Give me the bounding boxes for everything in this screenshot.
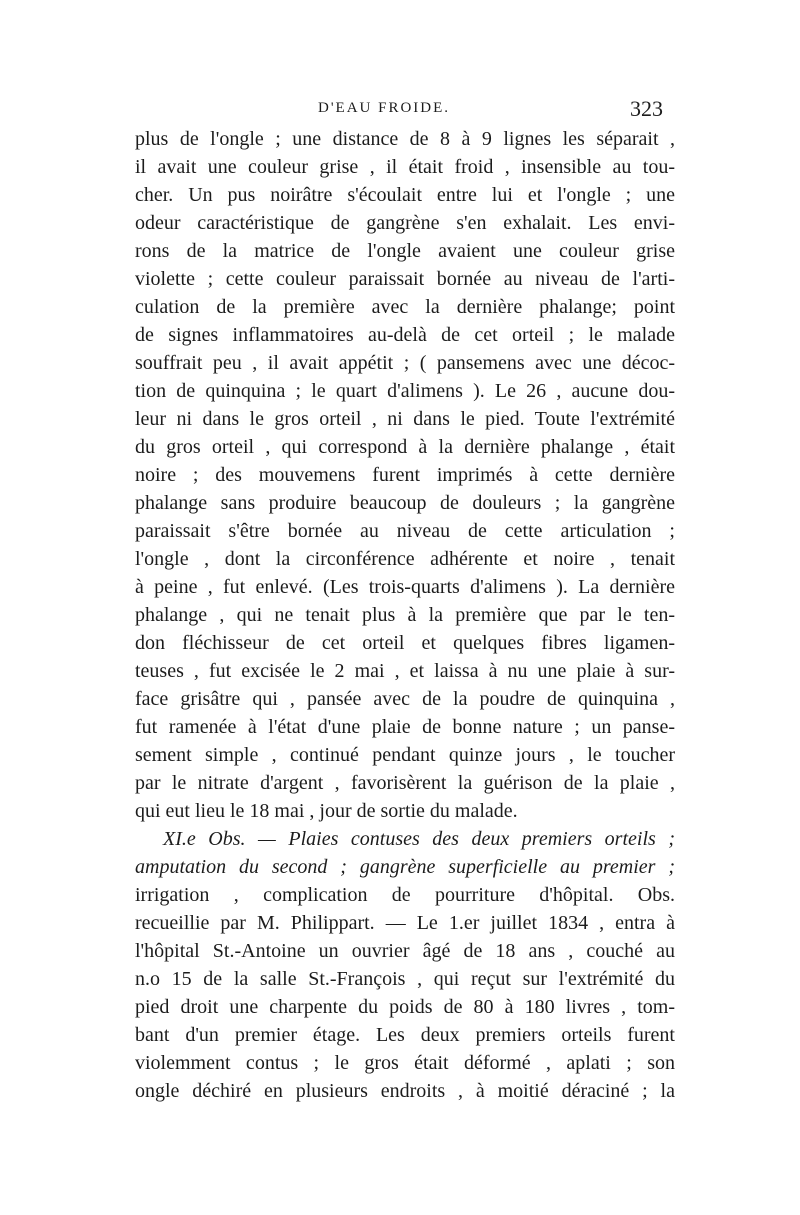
text-line: phalange sans produire beaucoup de douleurs ; la gangrène: [135, 492, 675, 514]
text-line: don fléchisseur de cet orteil et quelques fibres ligamen-: [135, 632, 675, 654]
text-line: face grisâtre qui , pansée avec de la poudre de quinquina ,: [135, 688, 675, 710]
text-line: teuses , fut excisée le 2 mai , et laissa à nu une plaie à sur-: [135, 660, 675, 682]
text-line: pied droit une charpente du poids de 80 à 180 livres , tom-: [135, 996, 675, 1018]
text-line: bant d'un premier étage. Les deux premiers orteils furent: [135, 1024, 675, 1046]
text-line: sement simple , continué pendant quinze jours , le toucher: [135, 744, 675, 766]
text-line: irrigation , complication de pourriture d'hôpital. Obs.: [135, 884, 675, 906]
text-line: plus de l'ongle ; une distance de 8 à 9 lignes les séparait ,: [135, 128, 675, 150]
text-line: rons de la matrice de l'ongle avaient une couleur grise: [135, 240, 675, 262]
text-line: l'hôpital St.-Antoine un ouvrier âgé de 18 ans , couché au: [135, 940, 675, 962]
text-line: il avait une couleur grise , il était froid , insensible au tou-: [135, 156, 675, 178]
text-line: du gros orteil , qui correspond à la dernière phalange , était: [135, 436, 675, 458]
text-line: violette ; cette couleur paraissait bornée au niveau de l'arti-: [135, 268, 675, 290]
text-line: l'ongle , dont la circonférence adhérente et noire , tenait: [135, 548, 675, 570]
text-line: culation de la première avec la dernière phalange; point: [135, 296, 675, 318]
text-line: noire ; des mouvemens furent imprimés à cette dernière: [135, 464, 675, 486]
running-title: D'EAU FROIDE.: [318, 100, 451, 116]
text-line: tion de quinquina ; le quart d'alimens ). Le 26 , aucune dou-: [135, 380, 675, 402]
text-line: violemment contus ; le gros était déformé , aplati ; son: [135, 1052, 675, 1074]
text-line: fut ramenée à l'état d'une plaie de bonne nature ; un panse-: [135, 716, 675, 738]
text-line: souffrait peu , il avait appétit ; ( pansemens avec une décoc-: [135, 352, 675, 374]
text-line: ongle déchiré en plusieurs endroits , à moitié déraciné ; la: [135, 1080, 675, 1102]
text-line: n.o 15 de la salle St.-François , qui reçut sur l'extrémité du: [135, 968, 675, 990]
running-head: [0, 96, 800, 126]
observation-heading-line: XI.e Obs. — Plaies contuses des deux premiers orteils ;: [163, 828, 675, 850]
text-line: cher. Un pus noirâtre s'écoulait entre lui et l'ongle ; une: [135, 184, 675, 206]
text-line: leur ni dans le gros orteil , ni dans le pied. Toute l'extrémité: [135, 408, 675, 430]
text-line: par le nitrate d'argent , favorisèrent la guérison de la plaie ,: [135, 772, 675, 794]
page-number: 323: [630, 96, 663, 121]
text-line: qui eut lieu le 18 mai , jour de sortie du malade.: [135, 800, 518, 822]
observation-heading-line: amputation du second ; gangrène superficielle au premier ;: [135, 856, 675, 878]
text-line: odeur caractéristique de gangrène s'en exhalait. Les envi-: [135, 212, 675, 234]
text-line: à peine , fut enlevé. (Les trois-quarts d'alimens ). La dernière: [135, 576, 675, 598]
text-line: phalange , qui ne tenait plus à la première que par le ten-: [135, 604, 675, 626]
text-line: recueillie par M. Philippart. — Le 1.er juillet 1834 , entra à: [135, 912, 675, 934]
text-line: paraissait s'être bornée au niveau de cette articulation ;: [135, 520, 675, 542]
text-line: de signes inflammatoires au-delà de cet orteil ; le malade: [135, 324, 675, 346]
